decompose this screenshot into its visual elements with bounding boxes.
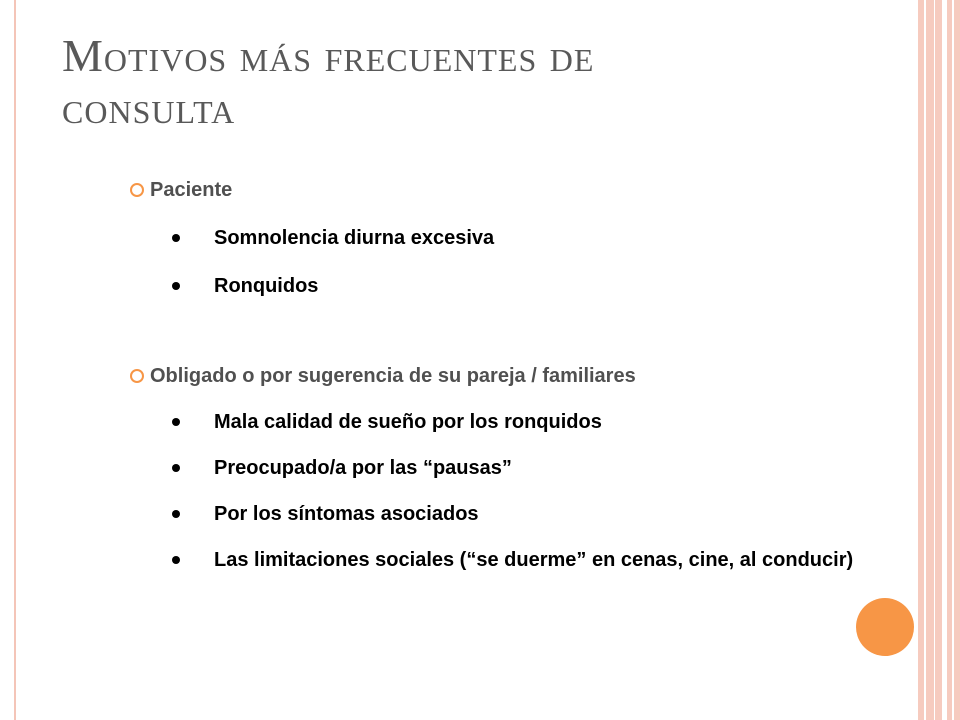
sub-bullet-label: Por los síntomas asociados bbox=[214, 503, 479, 525]
bullet-group-heading bbox=[130, 178, 870, 202]
dot-bullet-icon bbox=[172, 464, 180, 472]
sub-bullet-item bbox=[172, 548, 870, 572]
sub-bullet-item bbox=[172, 226, 870, 250]
sub-bullet-label: Somnolencia diurna excesiva bbox=[214, 227, 495, 249]
dot-bullet-icon bbox=[172, 510, 180, 518]
slide-title-line1: Motivos más frecuentes de bbox=[62, 30, 595, 81]
dot-bullet-icon bbox=[172, 234, 180, 242]
stripe-line bbox=[942, 0, 947, 720]
ring-bullet-icon bbox=[130, 369, 144, 383]
dot-bullet-icon bbox=[172, 556, 180, 564]
sub-bullet-label: Ronquidos bbox=[214, 275, 319, 297]
decorative-stripe-panel bbox=[918, 0, 960, 720]
ring-bullet-icon bbox=[130, 183, 144, 197]
slide-title bbox=[62, 30, 882, 134]
sub-bullet-label: Preocupado/a por las “pausas” bbox=[214, 457, 512, 479]
sub-bullet-label: Mala calidad de sueño por los ronquidos bbox=[214, 411, 602, 433]
sub-bullet-item bbox=[172, 410, 870, 434]
bullet-group-heading bbox=[130, 364, 870, 388]
stripe-line bbox=[934, 0, 935, 720]
bullet-label: Obligado o por sugerencia de su pareja / familiares bbox=[150, 365, 636, 387]
orange-circle-decoration bbox=[856, 598, 914, 656]
sub-bullet-item bbox=[172, 274, 870, 298]
bullet-list bbox=[130, 178, 870, 572]
stripe-line bbox=[924, 0, 926, 720]
dot-bullet-icon bbox=[172, 282, 180, 290]
sub-bullet-item bbox=[172, 502, 870, 526]
dot-bullet-icon bbox=[172, 418, 180, 426]
bullet-label: Paciente bbox=[150, 179, 233, 201]
sub-bullet-item bbox=[172, 456, 870, 480]
slide-title-line2: consulta bbox=[62, 82, 236, 133]
sub-bullet-label: Las limitaciones sociales (“se duerme” en cenas, cine, al conducir) bbox=[214, 549, 854, 571]
stripe-line bbox=[952, 0, 954, 720]
left-border-line bbox=[14, 0, 16, 720]
